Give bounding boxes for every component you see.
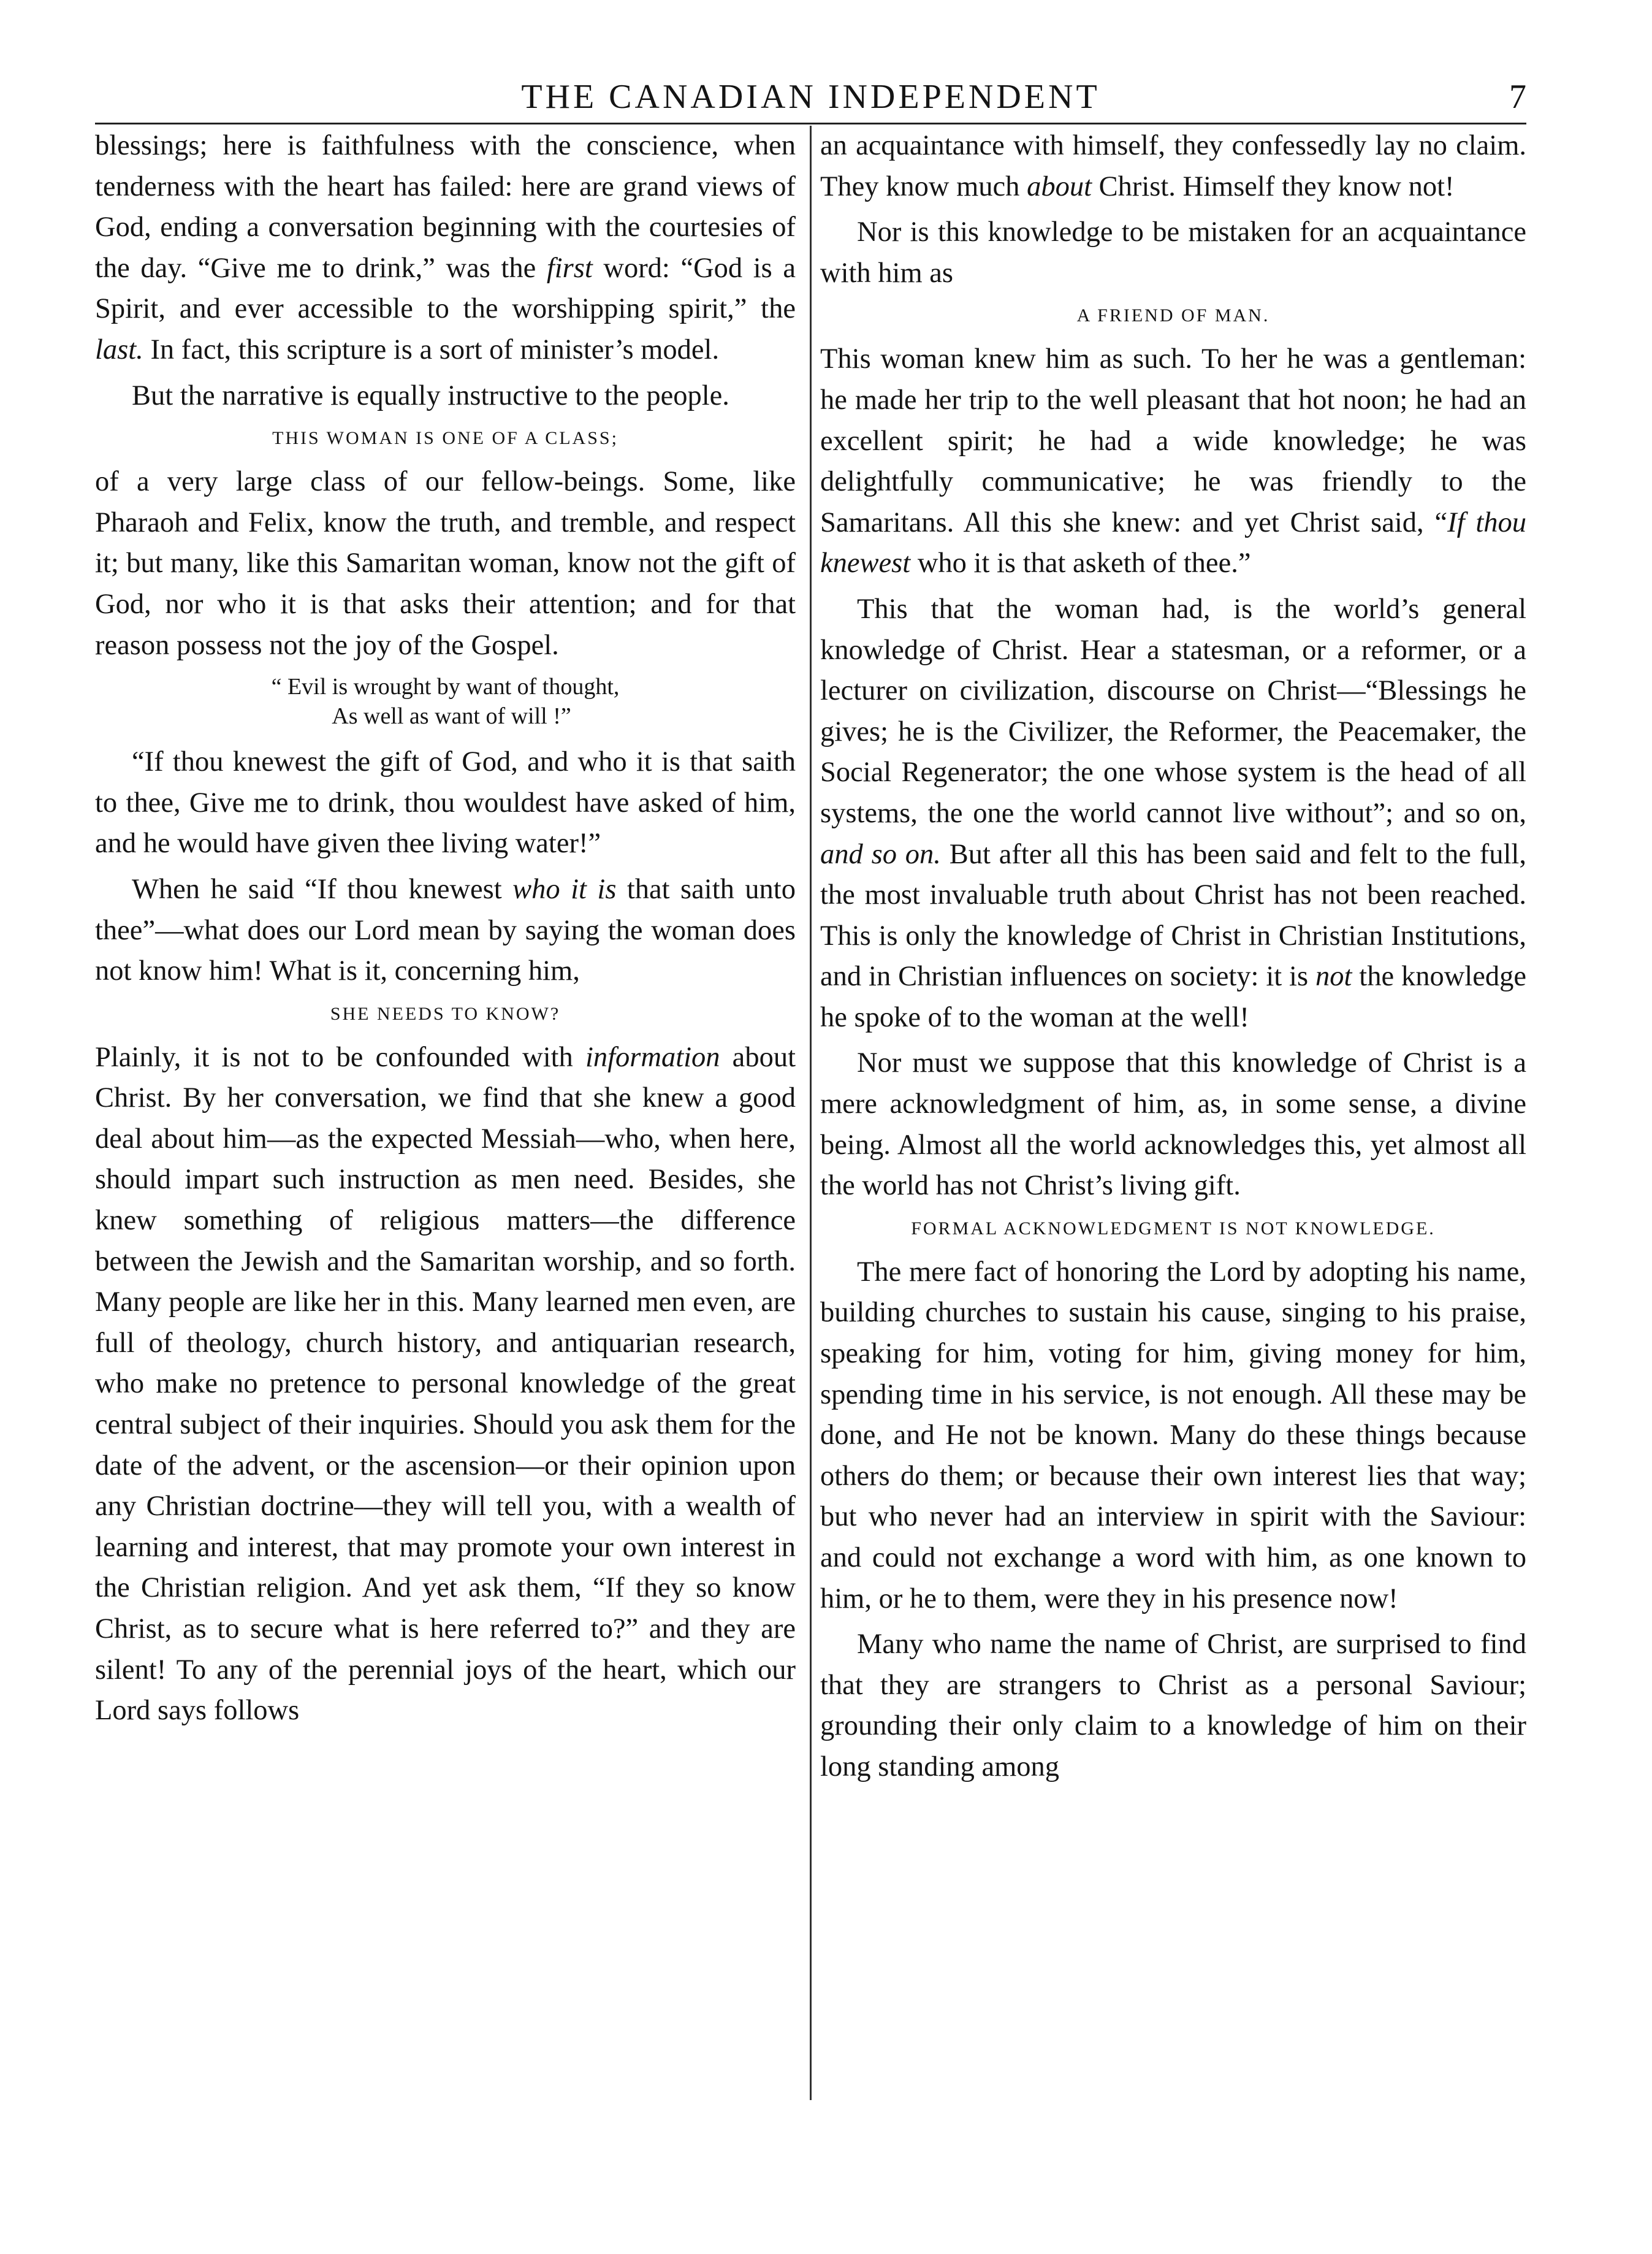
paragraph: This woman knew him as such. To her he was a gentleman: he made her trip to the well pleasant that hot noon; he had an excellent spirit; he had a wide knowledge; he was delightfully communicative; he was friendly to the Samaritans. All this she knew: and yet Christ said, “If thou knewest who it is that asketh of thee.” bbox=[820, 343, 1527, 579]
paragraph: Nor must we suppose that this knowledge of Christ is a mere acknowledgment of him, as, in some sense, a divine being. Almost all the world acknowledges this, yet almost all the world has not Christ’s living gift. bbox=[820, 1047, 1526, 1202]
section-heading: THIS WOMAN IS ONE OF A CLASS; bbox=[272, 428, 619, 449]
page-header bbox=[95, 72, 1526, 121]
section-heading: A FRIEND OF MAN. bbox=[1076, 305, 1270, 326]
column-divider bbox=[810, 126, 812, 2100]
paragraph: But the narrative is equally instructive to the people. bbox=[132, 380, 729, 411]
paragraph: Plainly, it is not to be confounded with information about Christ. By her conversation, we find that she knew a good deal about him—as the expected Messiah—who, when here, should impart such instruction as men need. Besides, she knew something of religious matters—the difference between the Jewish and the Samaritan worship, and so forth. Many people are like her in this. Many learned men even, are full of theology, church history, and antiquarian research, who make no pretence to personal knowledge of the great central subject of their inquiries. Should you ask them for the date of the advent, or the ascension—or their opinion upon any Christian doctrine—they will tell you, with a wealth of learning and interest, that may promote your own interest in the Christian religion. And yet ask them, “If they so know Christ, as to secure what is here referred to?” and they are silent! To any of the perennial joys of the heart, which our Lord says follows bbox=[95, 1041, 796, 1727]
verse-quote bbox=[95, 672, 796, 731]
right-column bbox=[820, 126, 1526, 1793]
paragraph: Nor is this knowledge to be mistaken for an acquaintance with him as bbox=[820, 216, 1526, 289]
paragraph: The mere fact of honoring the Lord by adopting his name, building churches to sustain his cause, singing to his praise, speaking for him, voting for him, giving money for him, spending time in his service, is not enough. All these may be done, and He not be known. Many do these things because others do them; or because their own interest lies that way; but who never had an interview in spirit with the Saviour: and could not exchange a word with him, as one known to him, or he to them, were they in his presence now! bbox=[820, 1256, 1526, 1614]
section-heading: SHE NEEDS TO KNOW? bbox=[330, 1003, 561, 1024]
paragraph: When he said “If thou knewest who it is that saith unto thee”—what does our Lord mean by saying the woman does not know him! What is it, concerning him, bbox=[95, 873, 796, 987]
left-column bbox=[95, 126, 796, 1736]
paragraph: This that the woman had, is the world’s general knowledge of Christ. Hear a statesman, or a reformer, or a lecturer on civilization, discourse on Christ—“Blessings he gives; he is the Civilizer, the Reformer, the Peacemaker, the Social Regenerator; the one whose system is the head of all systems, the one the world cannot live without”; and so on, and so on. But after all this has been said and felt to the full, the most invaluable truth about Christ has not been reached. This is only the knowledge of Christ in Christian Institutions, and in Christian influences on society: it is not the knowledge he spoke of to the woman at the well! bbox=[820, 593, 1526, 1033]
paragraph: of a very large class of our fellow-beings. Some, like Pharaoh and Felix, know the truth, and tremble, and respect it; but many, like this Samaritan woman, know not the gift of God, nor who it is that asks their attention; and for that reason possess not the joy of the Gospel. bbox=[95, 466, 796, 661]
section-heading: FORMAL ACKNOWLEDGMENT IS NOT KNOWLEDGE. bbox=[911, 1218, 1436, 1239]
header-rule bbox=[95, 123, 1526, 124]
paragraph: “If thou knewest the gift of God, and who it is that saith to thee, Give me to drink, thou wouldest have asked of him, and he would have given thee living water!” bbox=[95, 746, 796, 860]
page-number: 7 bbox=[1509, 78, 1526, 116]
paragraph: an acquaintance with himself, they confessedly lay no claim. They know much about Christ. Himself they know not! bbox=[820, 130, 1526, 202]
publication-title: THE CANADIAN INDEPENDENT bbox=[521, 78, 1100, 116]
verse-line: “ Evil is wrought by want of thought, bbox=[271, 674, 620, 700]
verse-line: As well as want of will !” bbox=[332, 703, 571, 730]
paragraph: Many who name the name of Christ, are surprised to find that they are strangers to Christ as a personal Saviour; grounding their only claim to a knowledge of him on their long standing among bbox=[820, 1629, 1526, 1782]
paragraph: blessings; here is faithfulness with the conscience, when tenderness with the heart has failed: here are grand views of God, ending a conversation beginning with the courtesies of the day. “Give me to drink,” was the first word: “God is a Spirit, and ever accessible to the worshipping spirit,” the last. In fact, this scripture is a sort of minister’s model. bbox=[95, 130, 796, 365]
